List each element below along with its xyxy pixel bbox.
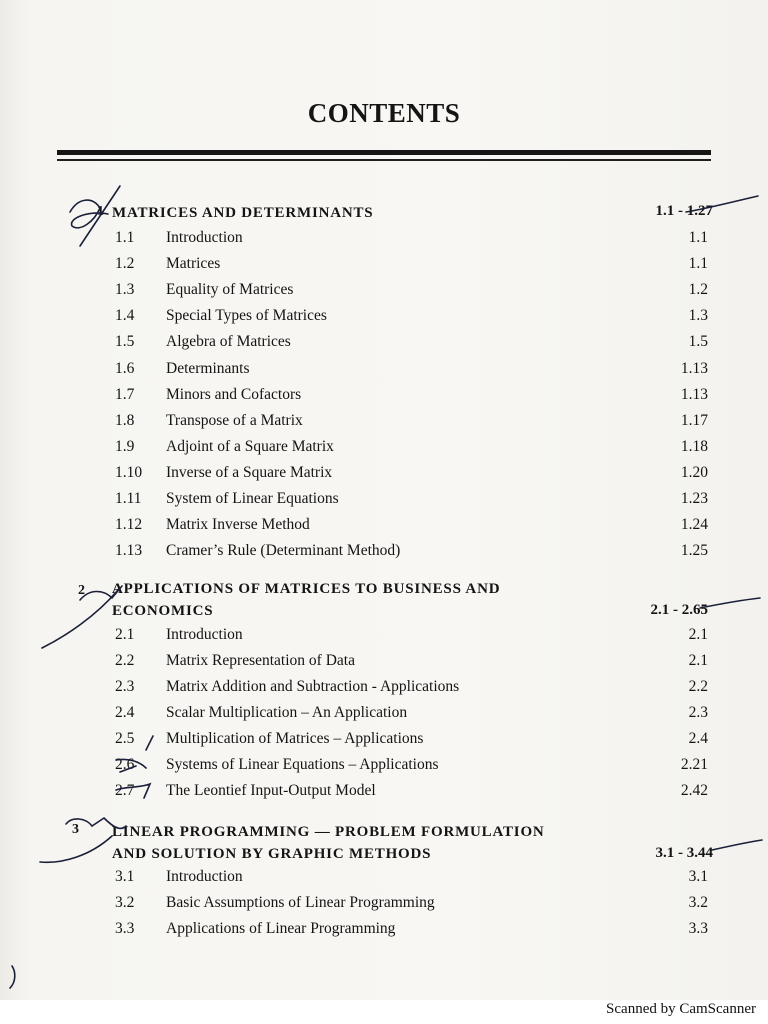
chapter-2-page-range: 2.1 - 2.65 xyxy=(650,602,708,618)
section-page: 1.13 xyxy=(680,359,708,377)
chapter-3-number: 3 xyxy=(72,822,79,837)
section-number: 1.11 xyxy=(115,490,142,507)
toc-row xyxy=(0,868,768,894)
section-title: Matrix Addition and Subtraction - Applications xyxy=(166,678,460,695)
section-page: 3.3 xyxy=(688,920,708,937)
section-title: Special Types of Matrices xyxy=(166,307,327,325)
toc-row xyxy=(0,386,768,412)
section-page: 1.2 xyxy=(688,281,708,299)
section-page: 1.13 xyxy=(680,385,708,403)
section-page: 1.20 xyxy=(680,463,708,481)
chapter-2-title xyxy=(112,578,500,622)
chapter-title-line: MATRICES AND DETERMINANTS xyxy=(112,205,374,221)
section-number: 1.1 xyxy=(115,229,135,246)
chapter-1-page-range: 1.1 - 1.27 xyxy=(655,203,713,219)
section-title: Matrix Inverse Method xyxy=(166,516,310,534)
section-title: Cramer’s Rule (Determinant Method) xyxy=(166,542,401,560)
toc-row xyxy=(0,229,768,255)
section-title: Basic Assumptions of Linear Programming xyxy=(166,894,435,911)
section-title: Introduction xyxy=(166,626,243,643)
toc-row xyxy=(0,704,768,730)
section-page: 2.2 xyxy=(688,678,708,695)
section-page: 1.3 xyxy=(688,307,708,325)
section-number: 1.5 xyxy=(115,333,135,351)
section-title: Adjoint of a Square Matrix xyxy=(166,437,334,455)
toc-row xyxy=(0,438,768,464)
toc-row xyxy=(0,626,768,652)
section-title: Scalar Multiplication – An Application xyxy=(166,704,408,721)
section-title: Applications of Linear Programming xyxy=(166,920,396,937)
toc-row xyxy=(0,360,768,386)
toc-row xyxy=(0,542,768,568)
toc-row xyxy=(0,255,768,281)
section-number: 2.6 xyxy=(115,756,135,773)
bleed-through xyxy=(80,8,83,24)
section-page: 1.18 xyxy=(680,437,708,455)
section-page: 2.1 xyxy=(688,626,708,643)
section-number: 2.4 xyxy=(115,704,135,721)
section-number: 1.9 xyxy=(115,437,135,455)
section-title: Introduction xyxy=(166,868,243,885)
section-number: 1.7 xyxy=(115,385,135,403)
toc-row xyxy=(0,920,768,946)
section-page: 1.17 xyxy=(680,411,708,429)
toc-row xyxy=(0,756,768,782)
section-title: System of Linear Equations xyxy=(166,490,339,507)
section-number: 1.10 xyxy=(115,463,143,481)
section-title: The Leontief Input-Output Model xyxy=(166,782,376,799)
section-page: 1.25 xyxy=(680,542,708,560)
section-number: 2.7 xyxy=(115,782,135,799)
section-title: Algebra of Matrices xyxy=(166,333,291,351)
section-number: 1.3 xyxy=(115,281,135,299)
toc-row xyxy=(0,894,768,920)
section-number: 1.8 xyxy=(115,411,135,429)
section-title: Inverse of a Square Matrix xyxy=(166,463,333,481)
chapter-1-title xyxy=(112,202,373,224)
chapter-title-line: LINEAR PROGRAMMING — PROBLEM FORMULATION xyxy=(112,824,545,840)
section-page: 2.21 xyxy=(680,756,708,773)
toc-row xyxy=(0,652,768,678)
section-title: Matrices xyxy=(166,255,221,273)
section-number: 3.2 xyxy=(115,894,135,911)
section-page: 2.42 xyxy=(680,782,708,799)
section-page: 1.1 xyxy=(688,255,708,273)
section-title: Multiplication of Matrices – Applications xyxy=(166,730,424,747)
section-title: Matrix Representation of Data xyxy=(166,652,355,669)
section-page: 3.1 xyxy=(688,868,708,885)
toc-row xyxy=(0,490,768,516)
section-title: Introduction xyxy=(166,229,243,246)
section-page: 1.5 xyxy=(688,333,708,351)
toc-row xyxy=(0,516,768,542)
chapter-3-title xyxy=(112,821,545,865)
section-number: 2.1 xyxy=(115,626,135,643)
toc-row xyxy=(0,782,768,808)
section-title: Transpose of a Matrix xyxy=(166,411,303,429)
section-page: 2.1 xyxy=(688,652,708,669)
chapter-1-number: 1 xyxy=(97,204,104,219)
section-page: 3.2 xyxy=(688,894,708,911)
section-title: Systems of Linear Equations – Applications xyxy=(166,756,439,773)
section-number: 1.4 xyxy=(115,307,135,325)
toc-row xyxy=(0,464,768,490)
section-number: 3.1 xyxy=(115,868,135,885)
toc-row xyxy=(0,281,768,307)
title-rule-thick xyxy=(57,150,711,155)
section-title: Equality of Matrices xyxy=(166,281,294,299)
toc-row xyxy=(0,307,768,333)
section-page: 2.4 xyxy=(688,730,708,747)
toc-row xyxy=(0,730,768,756)
page-title: CONTENTS xyxy=(307,98,461,128)
toc-row xyxy=(0,678,768,704)
section-page: 2.3 xyxy=(688,704,708,721)
section-page: 1.23 xyxy=(680,490,708,507)
toc-row xyxy=(0,412,768,438)
section-page: 1.1 xyxy=(688,229,708,246)
section-page: 1.24 xyxy=(680,516,708,534)
chapter-2-number: 2 xyxy=(78,583,85,598)
chapter-title-line: AND SOLUTION BY GRAPHIC METHODS xyxy=(112,846,432,862)
chapter-3-page-range: 3.1 - 3.44 xyxy=(655,845,713,861)
toc-row xyxy=(0,333,768,359)
section-number: 3.3 xyxy=(115,920,135,937)
section-number: 2.3 xyxy=(115,678,135,695)
section-number: 1.12 xyxy=(115,516,143,534)
section-number: 1.2 xyxy=(115,255,135,273)
section-title: Minors and Cofactors xyxy=(166,385,302,403)
section-number: 2.2 xyxy=(115,652,135,669)
section-number: 1.6 xyxy=(115,359,135,377)
section-number: 1.13 xyxy=(115,542,143,560)
section-number: 2.5 xyxy=(115,730,135,747)
chapter-title-line: APPLICATIONS OF MATRICES TO BUSINESS AND xyxy=(112,581,501,597)
chapter-title-line: ECONOMICS xyxy=(112,603,214,619)
title-rule-thin xyxy=(57,159,711,161)
section-title: Determinants xyxy=(166,359,250,377)
scanner-watermark: Scanned by CamScanner xyxy=(606,1001,756,1017)
